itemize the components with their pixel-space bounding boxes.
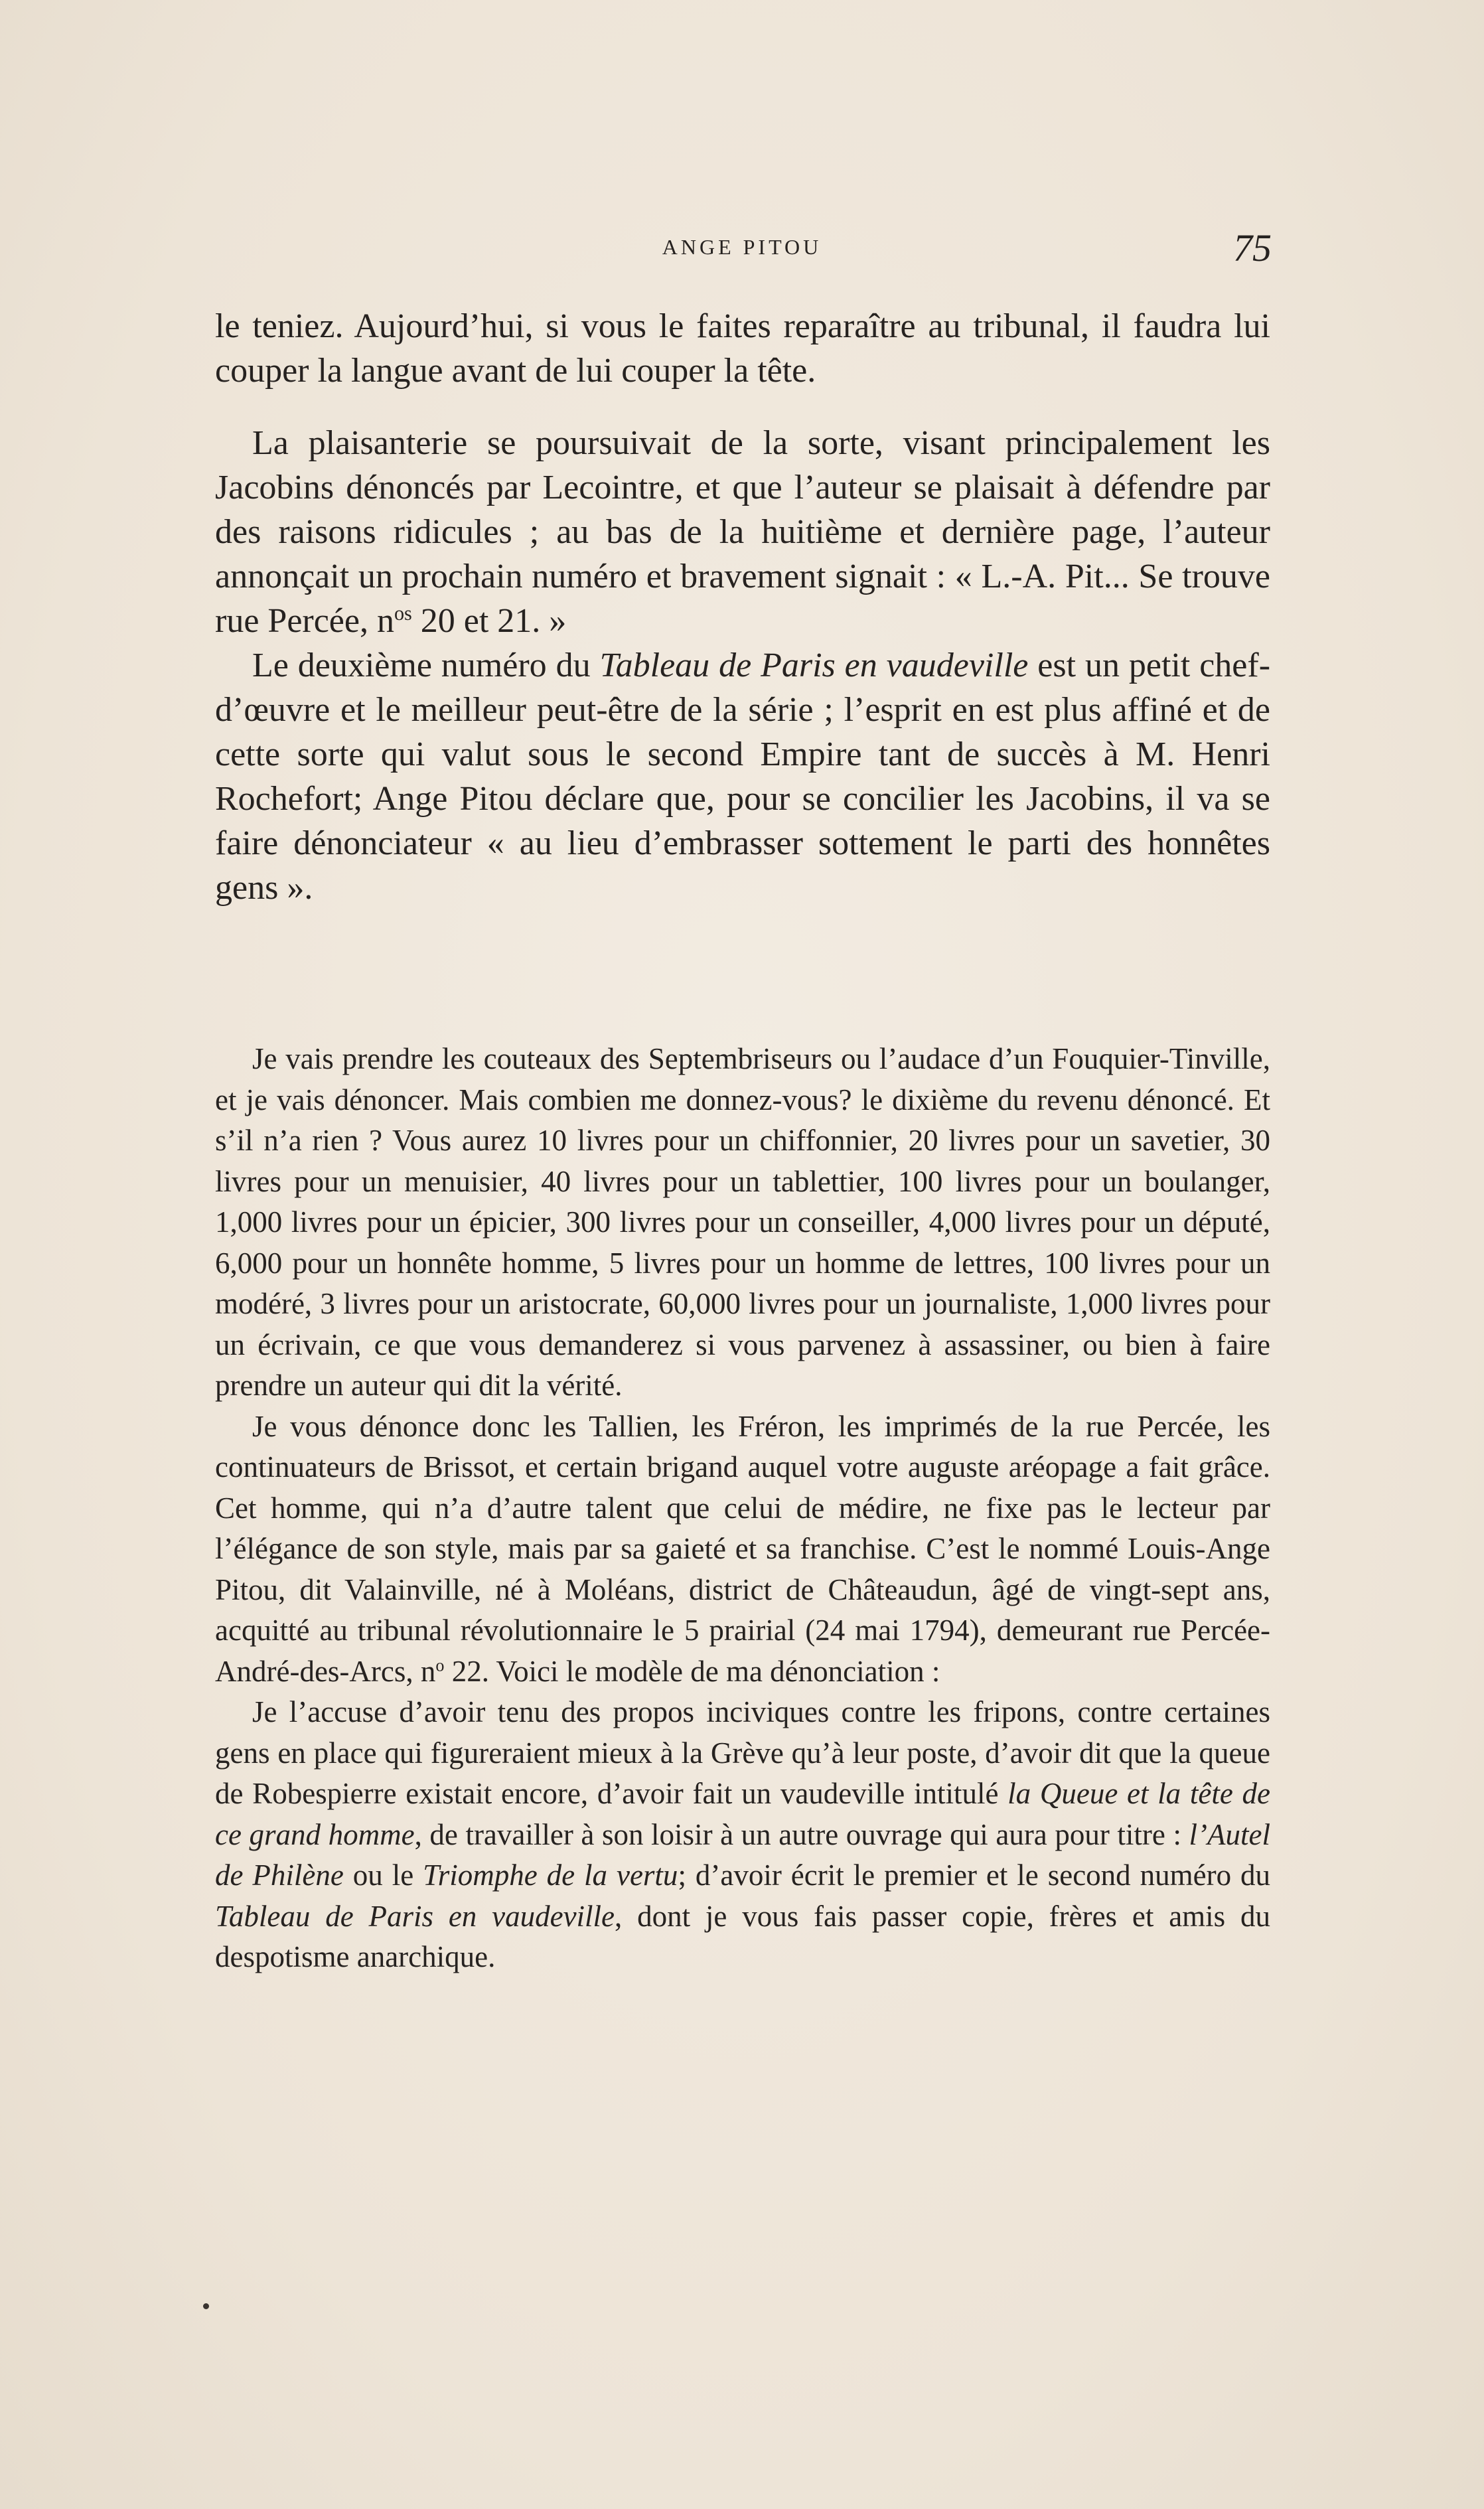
paragraph-text: le teniez. Aujourd’hui, si vous le faites reparaître au tribunal, il faudra lui couper la langue avant de lui couper la tête. <box>215 307 1270 390</box>
continued-paragraph <box>215 304 1270 393</box>
paragraph <box>215 1039 1270 1407</box>
ink-speck <box>203 2303 209 2309</box>
page-number: 75 <box>1233 226 1272 269</box>
paragraph-text: Le deuxième numéro du <box>252 646 600 684</box>
title-italic: la Queue et la tête de ce grand homme <box>215 1777 1270 1851</box>
commentary-section <box>215 421 1270 910</box>
title-italic: Tableau de Paris en vaudeville <box>599 646 1029 684</box>
title-italic: Tableau de Paris en vaudeville <box>215 1899 615 1933</box>
paragraph-text: , dont je vous fais passer copie, frères et amis du despotisme anarchique. <box>215 1899 1271 1973</box>
quotation-section <box>215 1039 1270 1978</box>
paragraph-text: ou le <box>343 1859 423 1892</box>
paragraph-text: La plaisanterie se poursuivait de la sorte, visant principalement les Jacobins dénoncés par Lecointre, et que l’auteur se plaisait à défendre par des raisons ridicules ; au bas de la huitième et dernière page, l’auteur annonçait un prochain numéro et bravement signait : « L.-A. Pit... Se trouve rue Percée, n <box>215 424 1270 640</box>
paragraph <box>215 643 1270 910</box>
paragraph-text: Je vous dénonce donc les Tallien, les Fréron, les imprimés de la rue Percée, les continuateurs de Brissot, et certain brigand auquel votre auguste aréopage a fait grâce. Cet homme, qui n’a d’autre talent que celui de médire, ne fixe pas le lecteur par l’élégance de son style, mais par sa gaieté et sa franchise. C’est le nommé Louis-Ange Pitou, dit Valainville, né à Moléans, district de Châteaudun, âgé de vingt-sept ans, acquitté au tribunal révolutionnaire le 5 prairial (24 mai 1794), demeurant rue Percée-André-des-Arcs, n <box>215 1409 1270 1688</box>
paragraph-text: , de travailler à son loisir à un autre ouvrage qui aura pour titre : <box>414 1817 1189 1851</box>
paragraph-text: 20 et 21. » <box>411 602 567 640</box>
title-italic: Triomphe de la vertu <box>423 1859 678 1892</box>
running-head: ANGE PITOU <box>662 235 822 259</box>
paragraph-text: Je l’accuse d’avoir tenu des propos inciviques contre les fripons, contre certaines gens en place qui figureraient mieux à la Grève qu’à leur poste, d’avoir dit que la queue de Robespierre existait encore, d’avoir fait un vaudeville intitulé <box>215 1695 1270 1810</box>
page-header <box>0 226 1484 269</box>
paragraph <box>215 1407 1270 1693</box>
title-italic: l’Autel de Philène <box>215 1817 1270 1892</box>
superscript: o <box>435 1655 445 1675</box>
paragraph-text: est un petit chef-d’œuvre et le meilleur peut-être de la série ; l’esprit en est plus affiné et de cette sorte qui valut sous le second Empire tant de succès à M. Henri Rochefort; Ange Pitou déclare que, pour se concilier les Jacobins, il va se faire dénonciateur « au lieu d’embrasser sottement le parti des honnêtes gens ». <box>215 646 1271 907</box>
paragraph <box>215 304 1270 393</box>
paragraph <box>215 421 1270 643</box>
paragraph <box>215 1692 1270 1978</box>
paragraph-text: 22. Voici le modèle de ma dénonciation : <box>444 1654 940 1688</box>
superscript: os <box>394 601 412 625</box>
paragraph-text: ; d’avoir écrit le premier et le second numéro du <box>678 1859 1271 1892</box>
paragraph-text: Je vais prendre les couteaux des Septembriseurs ou l’audace d’un Fouquier-Tinville, et je vais dénoncer. Mais combien me donnez-vous? le dixième du revenu dénoncé. Et s’il n’a rien ? Vous aurez 10 livres pour un chiffonnier, 20 livres pour un savetier, 30 livres pour un menuisier, 40 livres pour un tablettier, 100 livres pour un boulanger, 1,000 livres pour un épicier, 300 livres pour un conseiller, 4,000 livres pour un député, 6,000 pour un honnête homme, 5 livres pour un homme de lettres, 100 livres pour un modéré, 3 livres pour un aristocrate, 60,000 livres pour un journaliste, 1,000 livres pour un écrivain, ce que vous demanderez si vous parvenez à assassiner, ou bien à faire prendre un auteur qui dit la vérité. <box>215 1042 1270 1402</box>
